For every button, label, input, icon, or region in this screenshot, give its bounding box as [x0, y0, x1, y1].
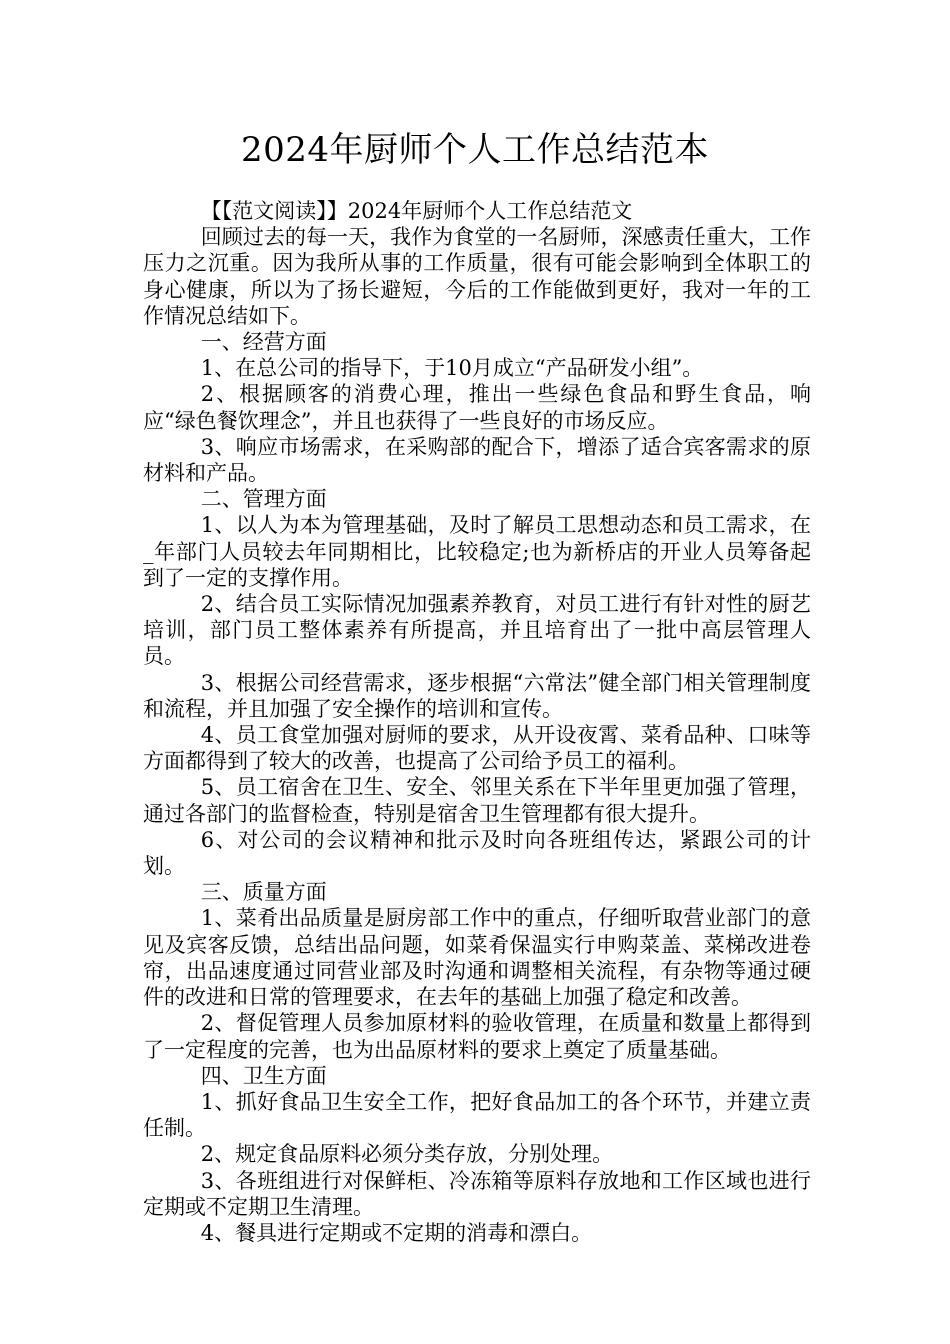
management-item-1: 1、以人为本为管理基础，及时了解员工思想动态和员工需求，在_年部门人员较去年同期相比，比较稳定;也为新桥店的开业人员筹备起到了一定的支撑作用。 — [143, 513, 811, 590]
section-heading-management: 二、管理方面 — [200, 487, 327, 512]
management-item-4: 4、员工食堂加强对厨师的要求，从开设夜霄、菜肴品种、口味等方面都得到了较大的改善，也提高了公司给予员工的福利。 — [143, 723, 811, 774]
document-title: 2024年厨师个人工作总结范本 — [240, 130, 710, 170]
quality-item-1: 1、菜肴出品质量是厨房部工作中的重点，仔细听取营业部门的意见及宾客反馈，总结出品问题，如菜肴保温实行申购菜盖、菜梯改进卷帘，出品速度通过同营业部及时沟通和调整相关流程，有杂物等通过硬件的改进和日常的管理要求，在去年的基础上加强了稳定和改善。 — [143, 906, 811, 1010]
hygiene-item-2: 2、规定食品原料必须分类存放，分别处理。 — [200, 1142, 614, 1167]
management-item-3: 3、根据公司经营需求，逐步根据“六常法”健全部门相关管理制度和流程，并且加强了安全操作的培训和宣传。 — [143, 670, 811, 721]
management-item-5: 5、员工宿舍在卫生、安全、邻里关系在下半年里更加强了管理，通过各部门的监督检查，特别是宿舍卫生管理都有很大提升。 — [143, 775, 811, 826]
section-heading-business: 一、经营方面 — [200, 330, 327, 355]
section-heading-quality: 三、质量方面 — [200, 880, 327, 905]
management-item-2: 2、结合员工实际情况加强素养教育，对员工进行有针对性的厨艺培训，部门员工整体素养有所提高，并且培育出了一批中高层管理人员。 — [143, 592, 811, 669]
business-item-3: 3、响应市场需求，在采购部的配合下，增添了适合宾客需求的原材料和产品。 — [143, 434, 811, 486]
intro-paragraph: 回顾过去的每一天，我作为食堂的一名厨师，深感责任重大，工作压力之沉重。因为我所从事的工作质量，很有可能会影响到全体职工的身心健康，所以为了扬长避短，今后的工作能做到更好，我对一年的工作情况总结如下。 — [143, 225, 811, 328]
hygiene-item-1: 1、抓好食品卫生安全工作，把好食品加工的各个环节，并建立责任制。 — [143, 1089, 811, 1141]
hygiene-item-4: 4、餐具进行定期或不定期的消毒和漂白。 — [200, 1220, 593, 1245]
section-heading-hygiene: 四、卫生方面 — [200, 1063, 327, 1088]
business-item-2: 2、根据顾客的消费心理，推出一些绿色食品和野生食品，响应“绿色餐饮理念”，并且也获得了一些良好的市场反应。 — [143, 382, 811, 433]
business-item-1: 1、在总公司的指导下，于10月成立“产品研发小组”。 — [200, 356, 704, 381]
management-item-6: 6、对公司的会议精神和批示及时向各班组传达，紧跟公司的计划。 — [143, 827, 811, 879]
document-body — [143, 198, 811, 1246]
hygiene-item-3: 3、各班组进行对保鲜柜、冷冻箱等原料存放地和工作区域也进行定期或不定期卫生清理。 — [143, 1168, 811, 1219]
quality-item-2: 2、督促管理人员参加原材料的验收管理，在质量和数量上都得到了一定程度的完善，也为出品原材料的要求上奠定了质量基础。 — [143, 1011, 811, 1062]
intro-heading: 【【范文阅读】】2024年厨师个人工作总结范文 — [200, 199, 633, 223]
